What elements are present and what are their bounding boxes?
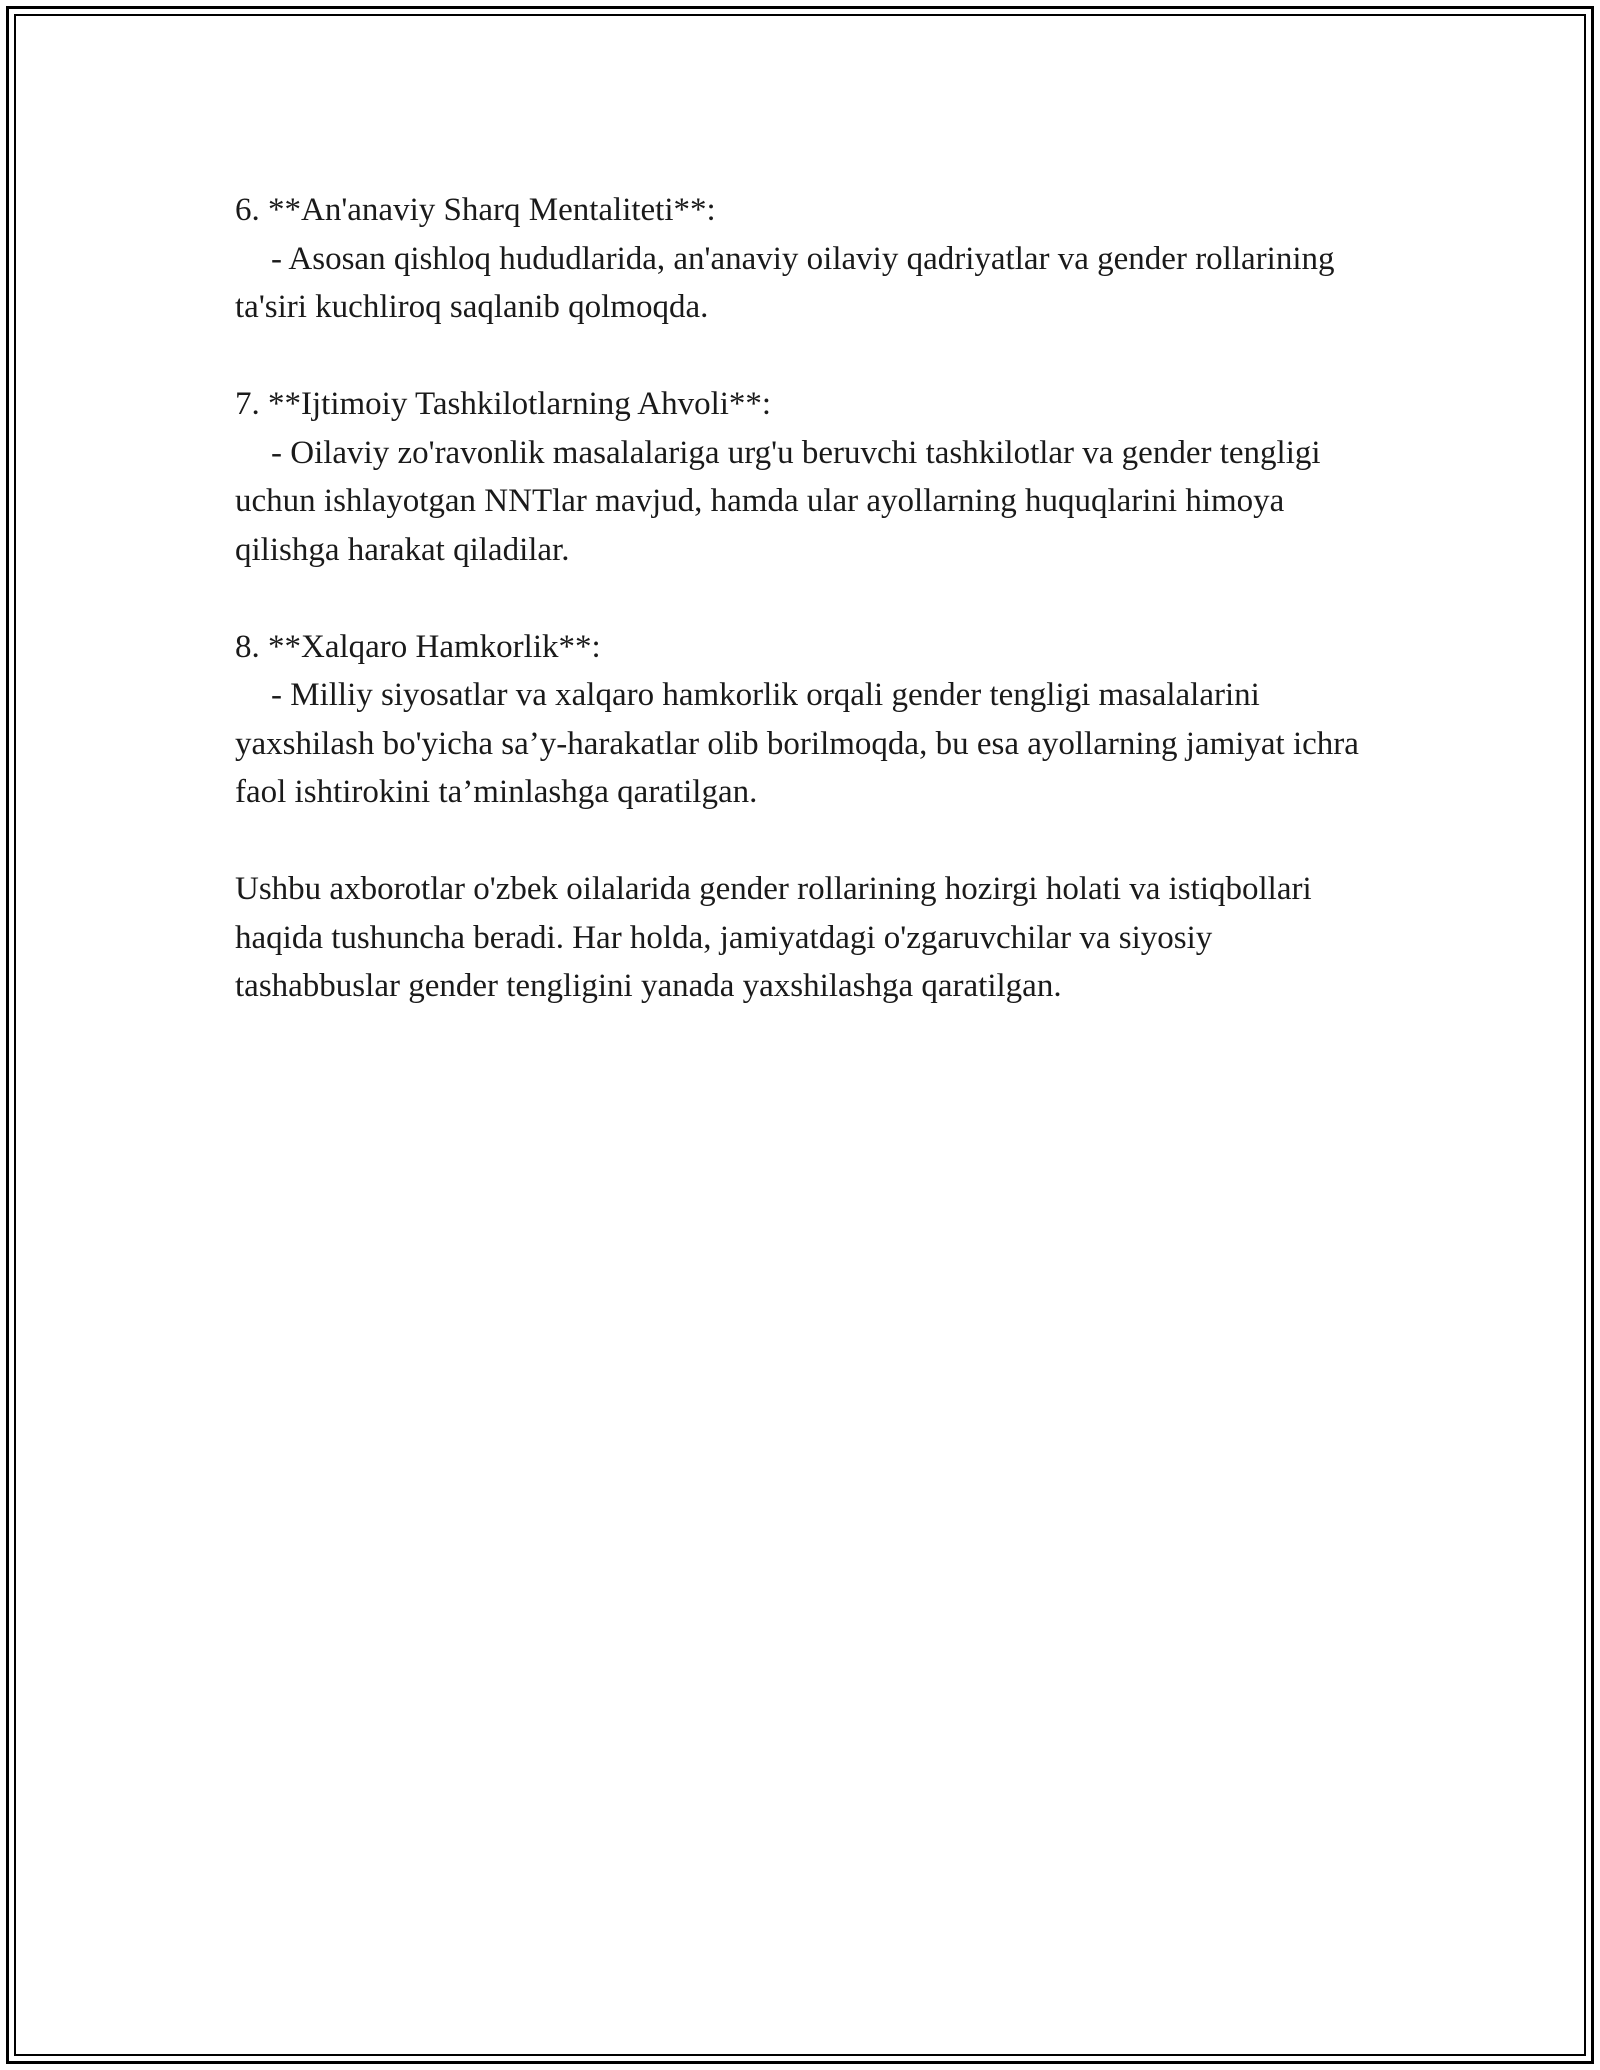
section-heading: 6. **An'anaviy Sharq Mentaliteti**:: [235, 192, 716, 228]
document-body: [235, 186, 1365, 1011]
section-body: - Milliy siyosatlar va xalqaro hamkorlik orqali gender tengligi masalalarini yaxshilash bo'yicha sa’y-harakatlar olib borilmoqda, bu esa ayollarning jamiyat ichra faol ishtirokini ta’minlashga qaratilgan.: [235, 677, 1359, 810]
section-body: - Oilaviy zo'ravonlik masalalariga urg'u beruvchi tashkilotlar va gender tengligi uchun ishlayotgan NNTlar mavjud, hamda ular ayollarning huquqlarini himoya qilishga harakat qiladilar.: [235, 434, 1321, 568]
section-body: - Asosan qishloq hududlarida, an'anaviy oilaviy qadriyatlar va gender rollarining ta'siri kuchliroq saqlanib qolmoqda.: [235, 240, 1335, 325]
section-8: [235, 623, 1365, 817]
section-7: [235, 380, 1365, 574]
section-6: [235, 186, 1365, 332]
closing-paragraph: Ushbu axborotlar o'zbek oilalarida gender rollarining hozirgi holati va istiqbollari haqida tushuncha beradi. Har holda, jamiyatdagi o'zgaruvchilar va siyosiy tashabbuslar gender tengligini yanada yaxshilashga qaratilgan.: [235, 871, 1312, 1004]
section-heading: 8. **Xalqaro Hamkorlik**:: [235, 628, 601, 665]
section-heading: 7. **Ijtimoiy Tashkilotlarning Ahvoli**:: [235, 386, 772, 422]
